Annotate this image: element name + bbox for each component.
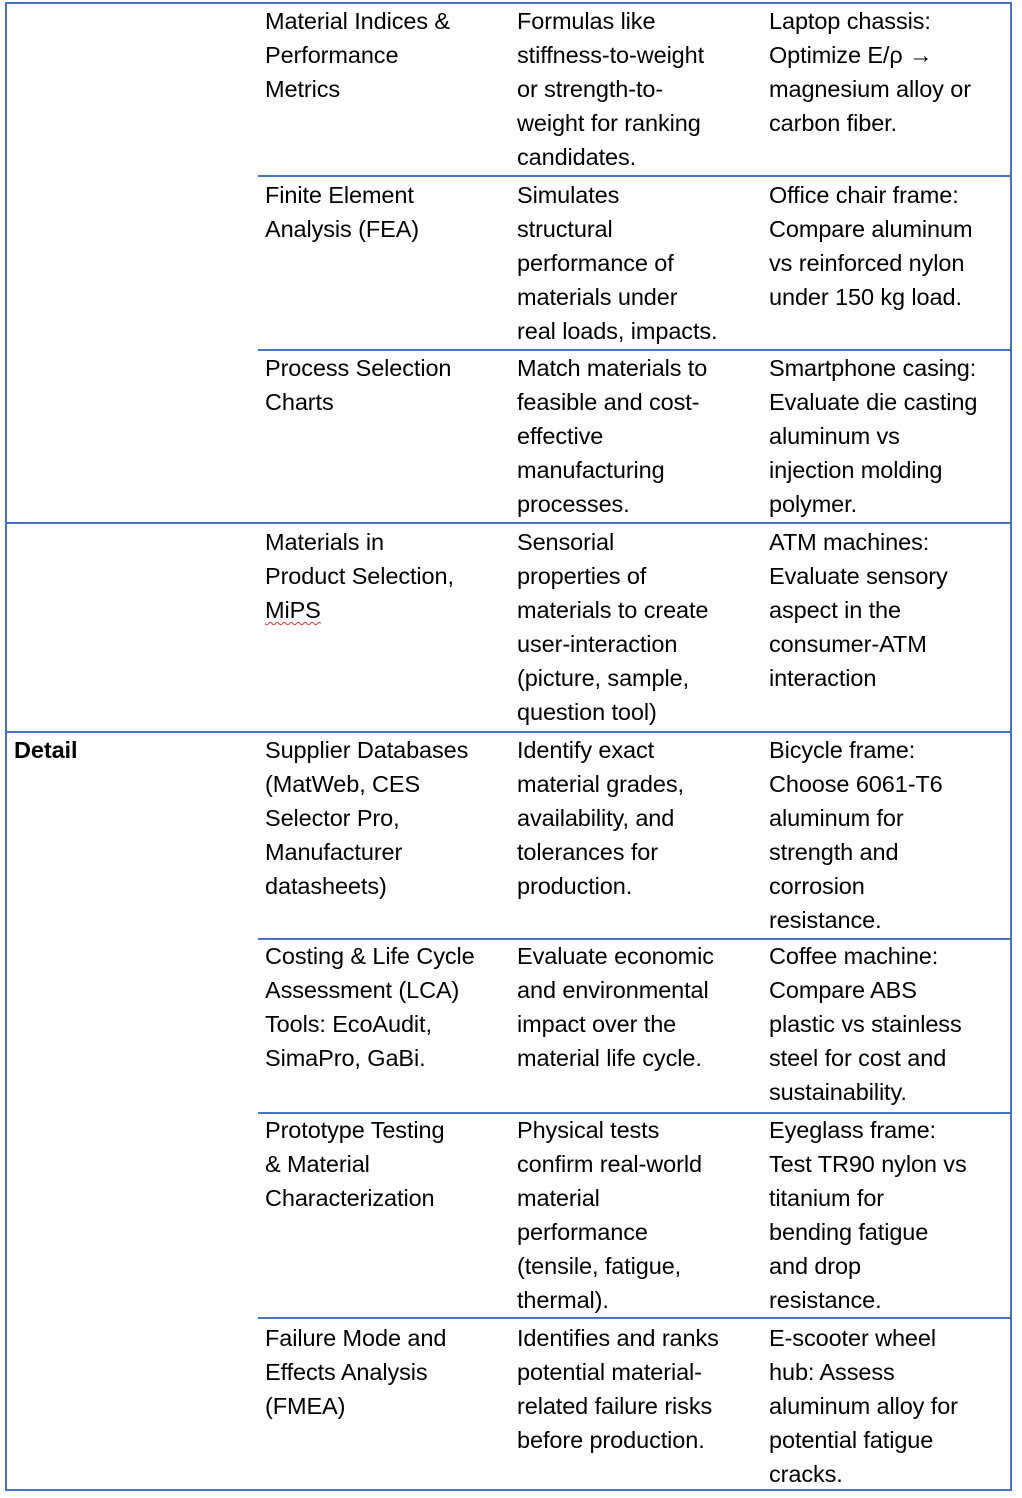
tool-cell: Prototype Testing & Material Characterization	[265, 1117, 445, 1211]
example-cell: Bicycle frame: Choose 6061-T6 aluminum for strength and corrosion resistance.	[769, 737, 943, 933]
purpose-cell: Simulates structural performance of materials under real loads, impacts.	[517, 182, 718, 344]
purpose-cell: Sensorial properties of materials to create user-interaction (picture, sample, question tool)	[517, 529, 709, 725]
purpose-cell: Identifies and ranks potential material- related failure risks before production.	[517, 1325, 719, 1453]
stage-cell: Detail	[14, 737, 78, 763]
purpose-cell: Match materials to feasible and cost- effective manufacturing processes.	[517, 355, 708, 517]
tool-cell: Finite Element Analysis (FEA)	[265, 182, 419, 242]
example-cell: Coffee machine: Compare ABS plastic vs stainless steel for cost and sustainability.	[769, 943, 962, 1105]
example-cell: E-scooter wheel hub: Assess aluminum alloy for potential fatigue cracks.	[769, 1325, 958, 1487]
tool-cell: Process Selection Charts	[265, 355, 452, 415]
row-divider	[258, 175, 1012, 177]
purpose-cell: Identify exact material grades, availability, and tolerances for production.	[517, 737, 684, 899]
purpose-cell: Formulas like stiffness-to-weight or strength-to- weight for ranking candidates.	[517, 8, 705, 170]
example-cell: Smartphone casing: Evaluate die casting aluminum vs injection molding polymer.	[769, 355, 978, 517]
tool-cell: Material Indices & Performance Metrics	[265, 8, 450, 102]
example-cell: Eyeglass frame: Test TR90 nylon vs titanium for bending fatigue and drop resistance.	[769, 1117, 967, 1313]
spellcheck-flagged-word[interactable]: MiPS	[265, 597, 321, 623]
row-divider	[5, 522, 1012, 524]
row-divider	[258, 1317, 1012, 1319]
tool-cell: Costing & Life Cycle Assessment (LCA) Tools: EcoAudit, SimaPro, GaBi.	[265, 943, 475, 1071]
tool-cell	[265, 525, 505, 627]
purpose-cell: Physical tests confirm real-world material performance (tensile, fatigue, thermal).	[517, 1117, 702, 1313]
tool-cell: Failure Mode and Effects Analysis (FMEA)	[265, 1325, 447, 1419]
example-cell: Office chair frame: Compare aluminum vs reinforced nylon under 150 kg load.	[769, 182, 973, 310]
example-cell: Laptop chassis: Optimize E/ρ → magnesium alloy or carbon fiber.	[769, 8, 971, 136]
purpose-cell: Evaluate economic and environmental impact over the material life cycle.	[517, 943, 714, 1071]
tool-cell: Supplier Databases (MatWeb, CES Selector Pro, Manufacturer datasheets)	[265, 737, 469, 899]
example-cell: ATM machines: Evaluate sensory aspect in the consumer-ATM interaction	[769, 529, 948, 691]
tool-text: Materials in Product Selection,	[265, 529, 454, 589]
